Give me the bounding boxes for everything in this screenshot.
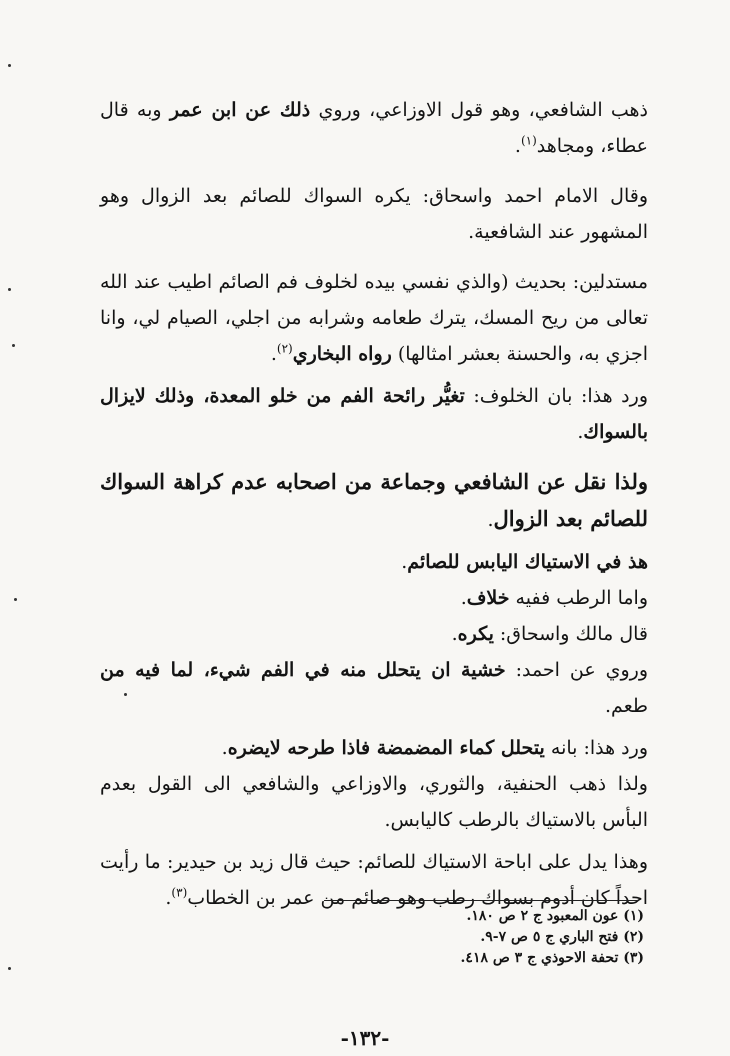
scan-speck — [14, 598, 17, 601]
paragraph-3: مستدلين: بحديث (والذي نفسي بيده لخلوف فم الصائم اطيب عند الله تعالى من ريح المسك، يترك طعامه وشرابه من اجلي، الصيام لي، وانا اجزي به، والحسنة بعشر امثالها) رواه البخاري$^{(٢)}$. — [100, 271, 648, 365]
footnote-ref-3: (٣) — [171, 885, 188, 900]
paragraph-5: ولذا نقل عن الشافعي وجماعة من اصحابه عدم كراهة السواك للصائم بعد الزوال. — [100, 469, 648, 531]
paragraph-8: قال مالك واسحاق: يكره. — [451, 623, 648, 645]
paragraph-12: وهذا يدل على اباحة الاستياك للصائم: حيث قال زيد بن حيدير: ما رأيت احداً كان أدوم بسواك رطب وهو صائم من عمر بن الخطاب$^{(٣)}$. — [100, 851, 648, 909]
footnote-divider — [324, 900, 638, 901]
footnote-3: (٣) تحفة الاحوذي ج ٣ ص ٤١٨. — [460, 950, 644, 966]
scan-speck — [8, 288, 11, 291]
scan-speck — [12, 344, 15, 347]
paragraph-9: وروي عن احمد: خشية ان يتحلل منه في الفم شيء، لما فيه من طعم. — [100, 659, 648, 717]
main-text — [100, 92, 648, 916]
scan-speck — [8, 64, 11, 67]
paragraph-1: ذهب الشافعي، وهو قول الاوزاعي، وروي ذلك عن ابن عمر وبه قال عطاء، ومجاهد$^{(١)}$. — [100, 99, 649, 157]
page-number: -١٣٢- — [340, 1026, 390, 1050]
paragraph-2: وقال الامام احمد واسحاق: يكره السواك للصائم بعد الزوال وهو المشهور عند الشافعية. — [100, 185, 648, 243]
footnote-2: (٢) فتح الباري ج ٥ ص ٧-٩. — [480, 929, 644, 945]
footnote-1: (١) عون المعبود ج ٢ ص ١٨٠. — [466, 908, 644, 924]
footnote-ref-1: (١) — [520, 133, 537, 148]
paragraph-11: ولذا ذهب الحنفية، والثوري، والاوزاعي والشافعي الى القول بعدم البأس بالاستياك بالرطب كاليابس. — [100, 773, 648, 831]
scan-speck — [8, 967, 11, 970]
paragraph-10: ورد هذا: بانه يتحلل كماء المضمضة فاذا طرحه لايضره. — [221, 737, 648, 759]
paragraph-7: واما الرطب ففيه خلاف. — [460, 587, 648, 609]
footnotes — [314, 906, 644, 969]
paragraph-6: هذ في الاستياك اليابس للصائم. — [401, 551, 648, 573]
footnote-ref-2: (٢) — [276, 341, 293, 356]
paragraph-4: ورد هذا: بان الخلوف: تغيُّر رائحة الفم من خلو المعدة، وذلك لايزال بالسواك. — [100, 385, 648, 443]
